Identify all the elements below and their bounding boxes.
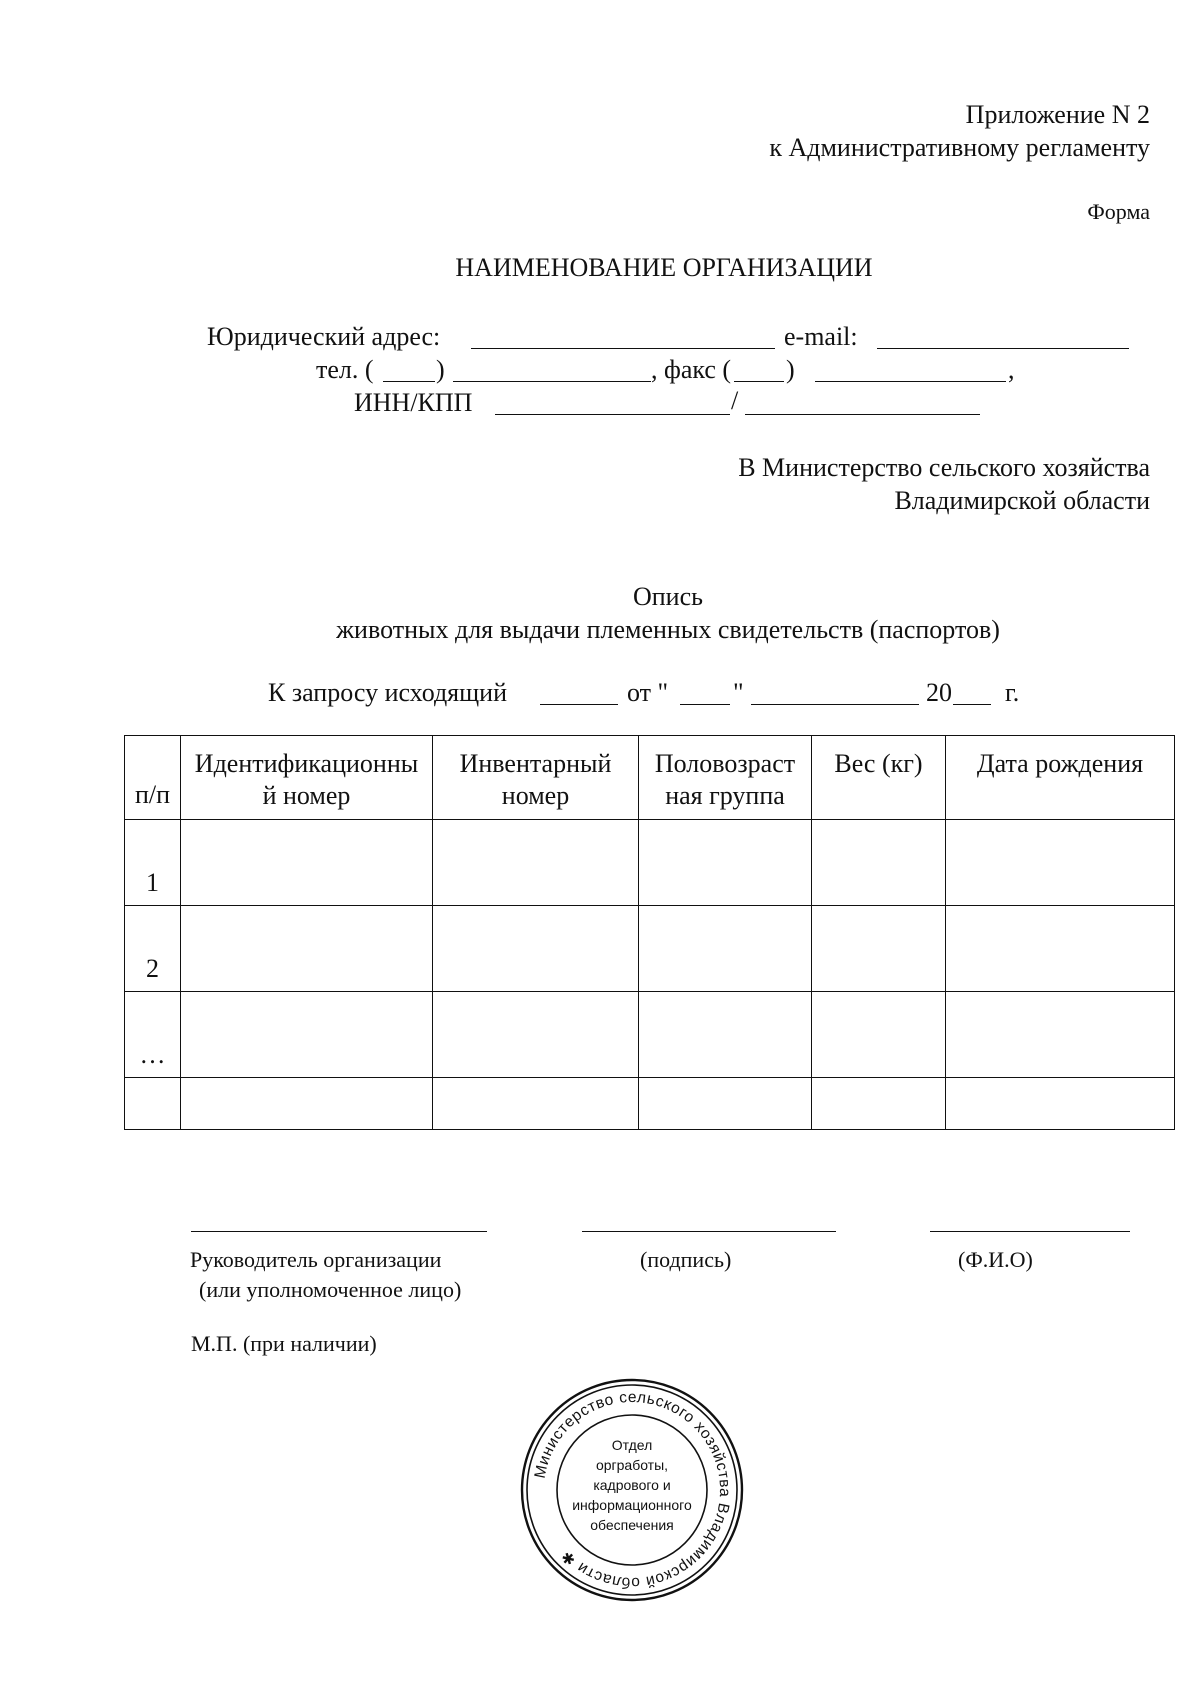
stamp-center-line: оргработы,: [595, 1457, 669, 1473]
email-label: e-mail:: [784, 322, 858, 351]
appendix-regulation: к Административному регламенту: [769, 133, 1150, 162]
cell-id[interactable]: [181, 820, 433, 906]
cell-birthdate[interactable]: [946, 906, 1175, 992]
signature-line[interactable]: [582, 1231, 836, 1232]
legal-address-field[interactable]: [471, 348, 775, 349]
phone-code-field[interactable]: [383, 381, 435, 382]
cell-weight[interactable]: [812, 1078, 946, 1130]
cell-inventory[interactable]: [433, 1078, 639, 1130]
recipient-line2: Владимирской области: [894, 486, 1150, 515]
col-header-birthdate: Дата рождения: [946, 736, 1175, 820]
col-header-weight: Вес (кг): [812, 736, 946, 820]
recipient-line1: В Министерство сельского хозяйства: [738, 453, 1150, 482]
cell-inventory[interactable]: [433, 906, 639, 992]
table-row: [125, 1078, 1175, 1130]
stamp-ring-text: Министерство сельского хозяйства Владимирской области ✱: [531, 1388, 734, 1592]
from-label: от ": [627, 678, 669, 707]
head-label-sub: (или уполномоченное лицо): [199, 1277, 462, 1302]
cell-inventory[interactable]: [433, 992, 639, 1078]
legal-address-label: Юридический адрес:: [207, 322, 441, 351]
request-day-field[interactable]: [680, 704, 730, 705]
seal-label: М.П. (при наличии): [191, 1331, 377, 1356]
signature-label: (подпись): [640, 1247, 732, 1272]
row-number: …: [125, 992, 181, 1078]
fax-end: ,: [1008, 355, 1015, 384]
table-row: [125, 906, 1175, 992]
inn-field[interactable]: [495, 414, 730, 415]
cell-sex-age[interactable]: [639, 820, 812, 906]
cell-sex-age[interactable]: [639, 1078, 812, 1130]
org-title: НАИМЕНОВАНИЕ ОРГАНИЗАЦИИ: [455, 253, 873, 282]
cell-weight[interactable]: [812, 820, 946, 906]
cell-birthdate[interactable]: [946, 820, 1175, 906]
fio-line[interactable]: [930, 1231, 1130, 1232]
form-label: Форма: [1087, 199, 1150, 224]
appendix-number: Приложение N 2: [965, 100, 1150, 129]
animals-table: [124, 735, 1175, 1130]
email-field[interactable]: [877, 348, 1129, 349]
stamp-center-line: Отдел: [611, 1437, 653, 1453]
phone-label: тел. (: [316, 355, 374, 384]
cell-id[interactable]: [181, 1078, 433, 1130]
head-label: Руководитель организации: [190, 1247, 442, 1272]
year-suffix: г.: [1005, 678, 1020, 707]
request-month-field[interactable]: [751, 704, 919, 705]
inventory-title: Опись: [632, 582, 703, 611]
cell-id[interactable]: [181, 906, 433, 992]
inn-separator: /: [731, 386, 739, 415]
row-number: [125, 1078, 181, 1130]
year-prefix: 20: [926, 678, 952, 707]
cell-inventory[interactable]: [433, 820, 639, 906]
table-row: [125, 992, 1175, 1078]
stamp-center-line: информационного: [572, 1497, 692, 1513]
request-year-field[interactable]: [953, 704, 991, 705]
col-header-id: Идентификационны й номер: [181, 736, 433, 820]
col-header-sex-age: Половозраст ная группа: [639, 736, 812, 820]
official-stamp: [519, 1377, 745, 1603]
fax-field[interactable]: [815, 381, 1006, 382]
cell-sex-age[interactable]: [639, 906, 812, 992]
request-label: К запросу исходящий: [268, 678, 507, 707]
table-row: [125, 820, 1175, 906]
stamp-center-line: обеспечения: [590, 1517, 674, 1533]
fax-close: ): [786, 355, 795, 384]
col-header-number: п/п: [125, 736, 181, 820]
quote-close: ": [733, 678, 744, 707]
fax-code-field[interactable]: [734, 381, 784, 382]
cell-birthdate[interactable]: [946, 992, 1175, 1078]
table-header-row: [125, 736, 1175, 820]
fax-label: , факс (: [651, 355, 732, 384]
phone-field[interactable]: [453, 381, 651, 382]
inventory-subtitle: животных для выдачи племенных свидетельств (паспортов): [336, 615, 1000, 644]
request-number-field[interactable]: [540, 704, 618, 705]
row-number: 2: [125, 906, 181, 992]
inn-label: ИНН/КПП: [354, 388, 473, 417]
stamp-center-line: кадрового и: [593, 1477, 671, 1493]
head-signature-line[interactable]: [191, 1231, 487, 1232]
row-number: 1: [125, 820, 181, 906]
cell-sex-age[interactable]: [639, 992, 812, 1078]
col-header-inventory: Инвентарный номер: [433, 736, 639, 820]
cell-weight[interactable]: [812, 992, 946, 1078]
cell-id[interactable]: [181, 992, 433, 1078]
phone-close: ): [436, 355, 445, 384]
cell-weight[interactable]: [812, 906, 946, 992]
kpp-field[interactable]: [745, 414, 980, 415]
fio-label: (Ф.И.О): [958, 1247, 1033, 1272]
cell-birthdate[interactable]: [946, 1078, 1175, 1130]
